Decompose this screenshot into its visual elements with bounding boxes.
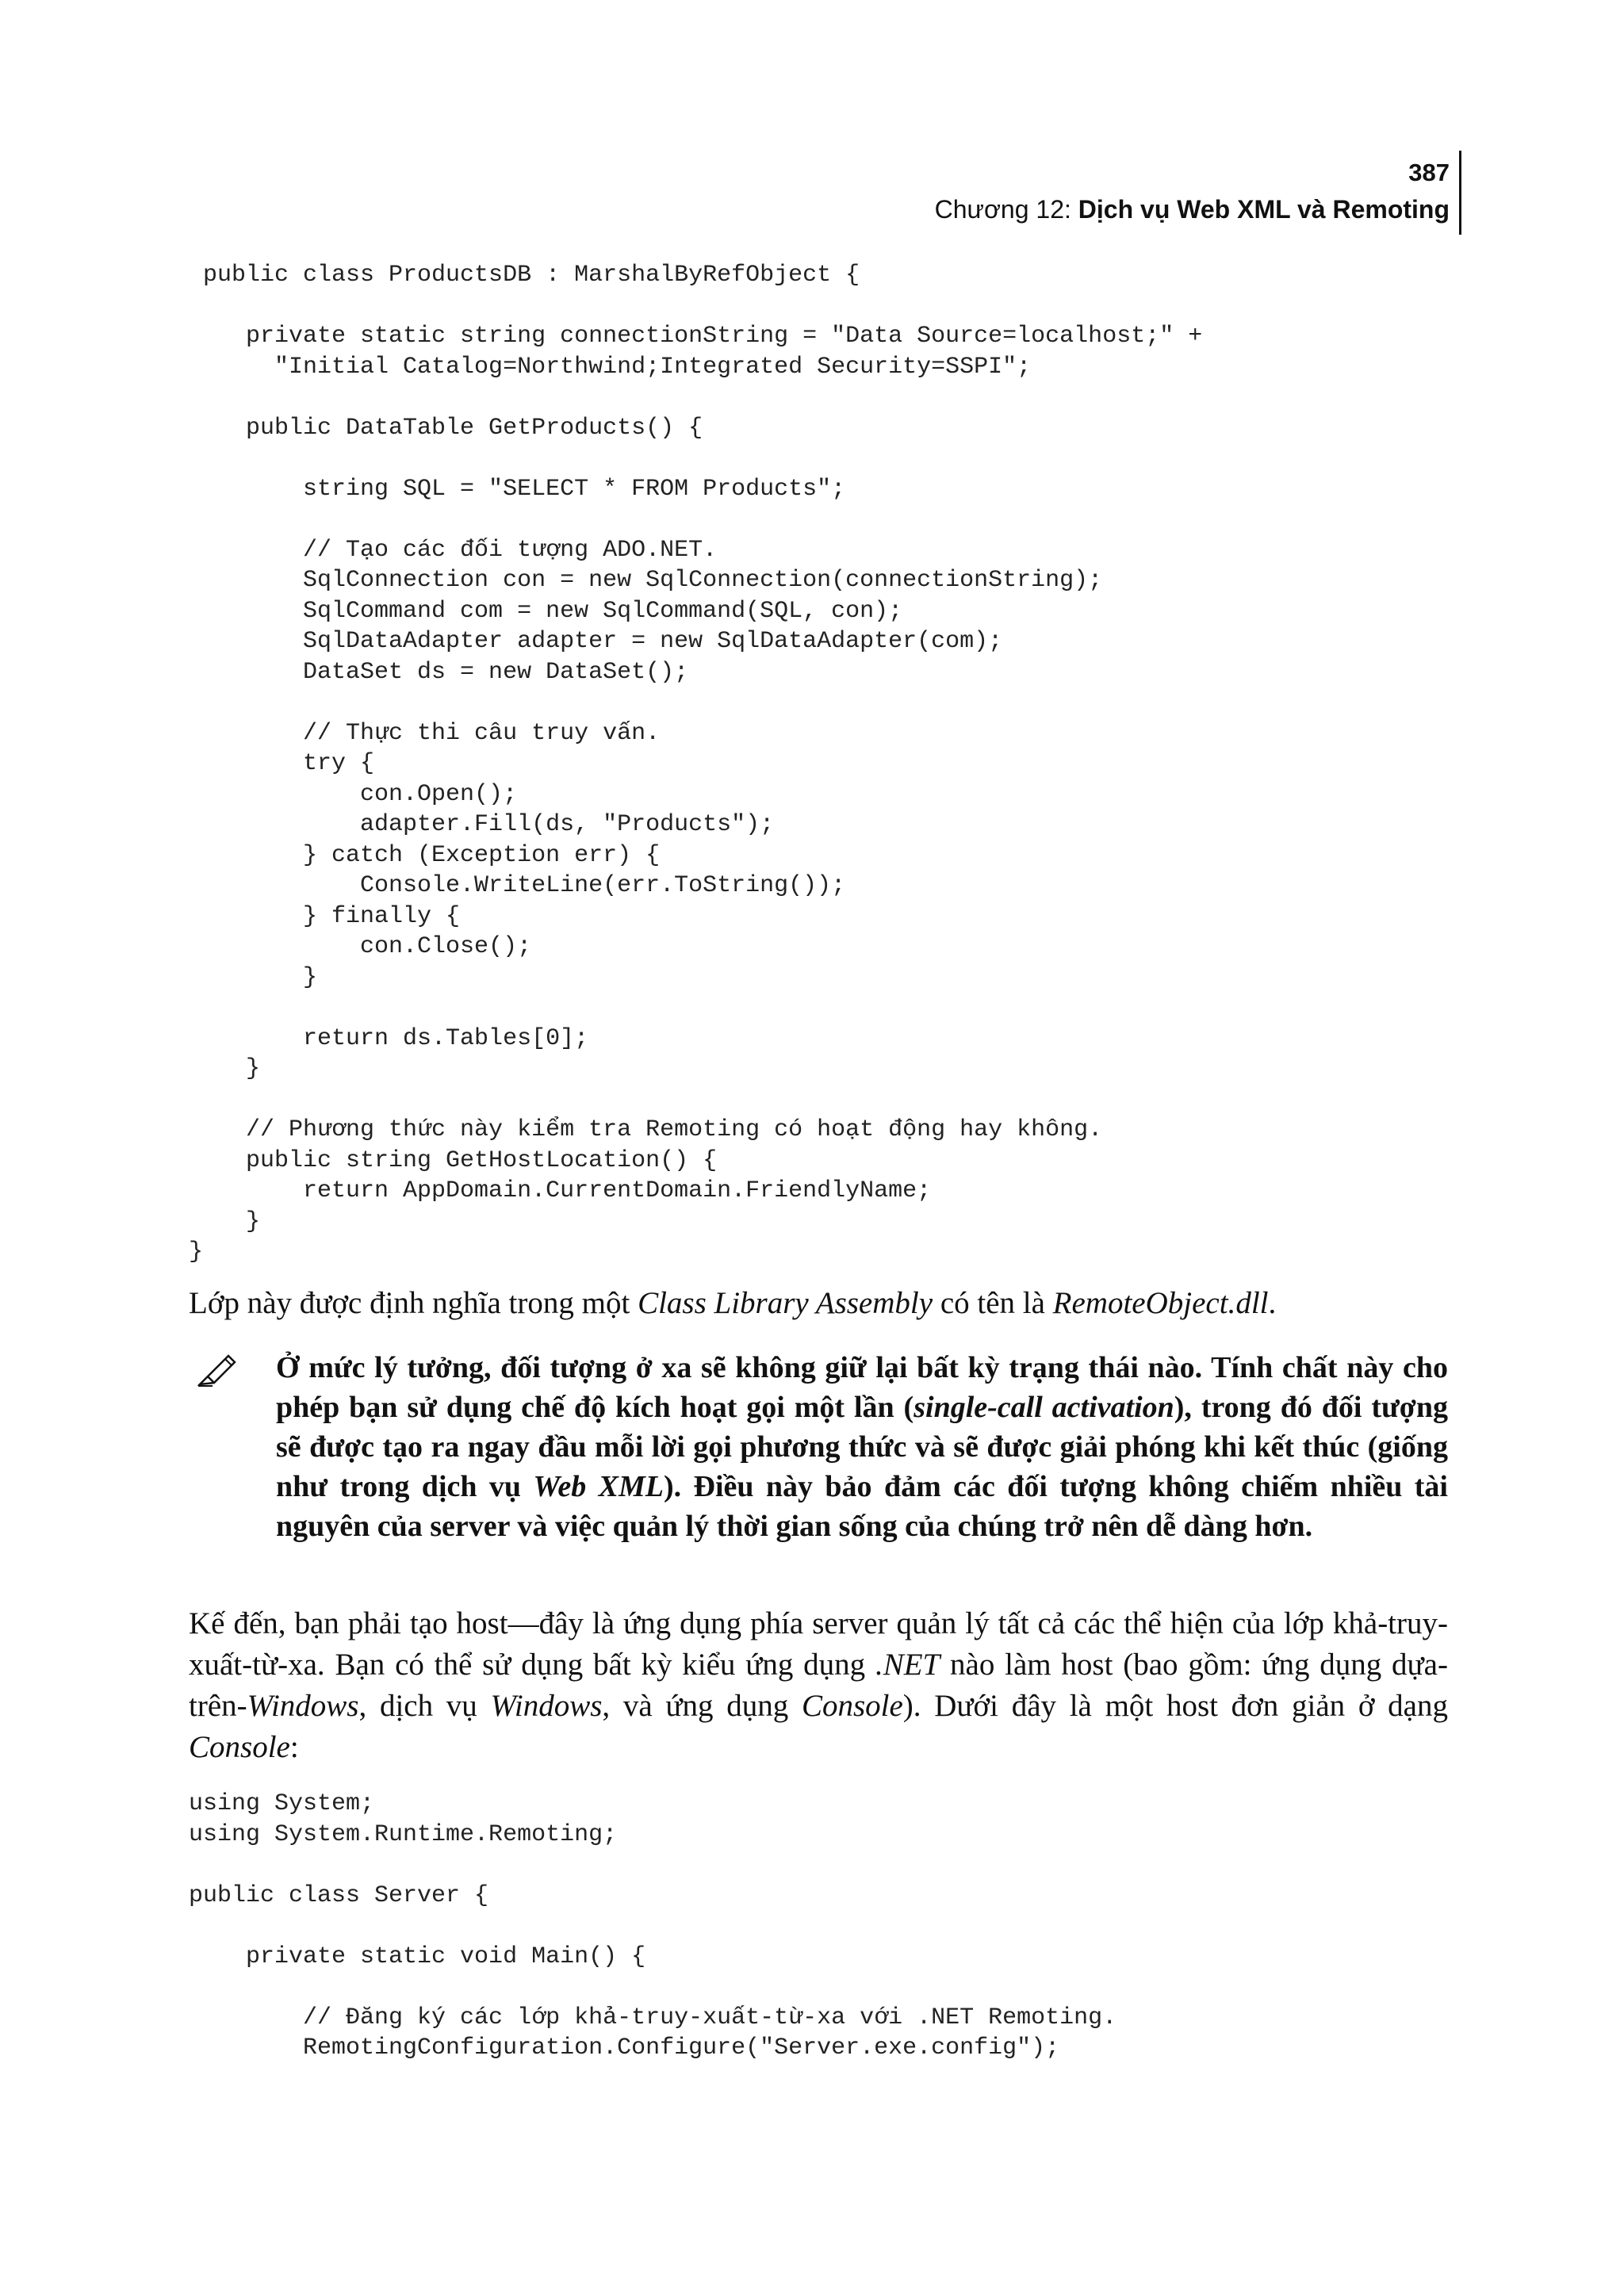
emphasis-run: Console bbox=[801, 1689, 903, 1723]
text-run: nào làm host (bao gồm: ứng dụng dựa-trên- bbox=[189, 1648, 1448, 1723]
emphasis-run: single-call activation bbox=[914, 1391, 1174, 1424]
text-run: ). Điều này bảo đảm các đối tượng không chiếm nhiều tài nguyên của server và việc quản lý thời gian sống của chúng trở nên dễ dàng hơn. bbox=[276, 1470, 1448, 1543]
emphasis-run: Windows bbox=[247, 1689, 359, 1723]
paragraph-class-library bbox=[189, 1283, 1448, 1324]
paragraph-host bbox=[189, 1603, 1448, 1768]
pencil-note-icon bbox=[197, 1353, 238, 1388]
emphasis-run: RemoteObject.dll bbox=[1052, 1286, 1269, 1320]
code-block-server: using System; using System.Runtime.Remoting; public class Server { private static void Main() { // Đăng ký các lớp khả-truy-xuất-từ-xa với .NET Remoting. RemotingConfiguration.Configure("Server.exe.config"); bbox=[189, 1790, 1117, 2061]
chapter-prefix: Chương 12: bbox=[934, 195, 1078, 224]
chapter-name: Dịch vụ Web XML và Remoting bbox=[1078, 195, 1450, 224]
text-run: . bbox=[1268, 1286, 1277, 1320]
text-run: ). Dưới đây là một host đơn giản ở dạng bbox=[902, 1689, 1448, 1723]
text-run: , dịch vụ bbox=[358, 1689, 491, 1723]
emphasis-run: Console bbox=[189, 1730, 290, 1764]
text-run: Lớp này được định nghĩa trong một bbox=[189, 1286, 638, 1320]
text-run: ), trong đó đối tượng sẽ được tạo ra ngay đầu mỗi lời gọi phương thức và sẽ được giải phóng khi kết thúc (giống như trong dịch vụ bbox=[276, 1391, 1448, 1503]
text-run: Kế đến, bạn phải tạo host—đây là ứng dụng phía server quản lý tất cả các thể hiện của lớp khả-truy-xuất-từ-xa. Bạn có thể sử dụng bất kỳ kiểu ứng dụng bbox=[189, 1606, 1448, 1682]
header-divider bbox=[1459, 151, 1461, 235]
page-number: 387 bbox=[1408, 159, 1450, 186]
code-block-productsdb: public class ProductsDB : MarshalByRefObject { private static string connectionString = "Data Source=localhost;" + "Initial Catalog=Northwind;Integrated Security=SSPI"; public DataTable GetProducts() { string SQL = "SELECT * FROM Products"; // Tạo các đối tượng ADO.NET. SqlConnection con = new SqlConnection(connectionString); SqlCommand com = new SqlCommand(SQL, con); SqlDataAdapter adapter = new SqlDataAdapter(com); DataSet ds = new DataSet(); // Thực thi câu truy vấn. try { con.Open(); adapter.Fill(ds, "Products"); } catch (Exception err) { Console.WriteLine(err.ToString()); } finally { con.Close(); } return ds.Tables[0]; } // Phương thức này kiểm tra Remoting có hoạt động hay không. public string GetHostLocation() { return AppDomain.CurrentDomain.FriendlyName; } } bbox=[189, 262, 1203, 1265]
emphasis-run: Web XML bbox=[533, 1470, 664, 1503]
emphasis-run: Windows bbox=[490, 1689, 603, 1723]
text-run: , và ứng dụng bbox=[602, 1689, 802, 1723]
text-run: Ở mức lý tưởng, đối tượng ở xa sẽ không giữ lại bất kỳ trạng thái nào. Tính chất này cho phép bạn sử dụng chế độ kích hoạt gọi một lần ( bbox=[276, 1351, 1448, 1424]
text-run: : bbox=[289, 1730, 299, 1764]
chapter-title bbox=[935, 190, 1450, 228]
emphasis-run: Class Library Assembly bbox=[638, 1286, 933, 1320]
note-text bbox=[276, 1348, 1448, 1546]
emphasis-run: .NET bbox=[875, 1648, 940, 1682]
page-header bbox=[935, 155, 1450, 228]
text-run: có tên là bbox=[933, 1286, 1053, 1320]
